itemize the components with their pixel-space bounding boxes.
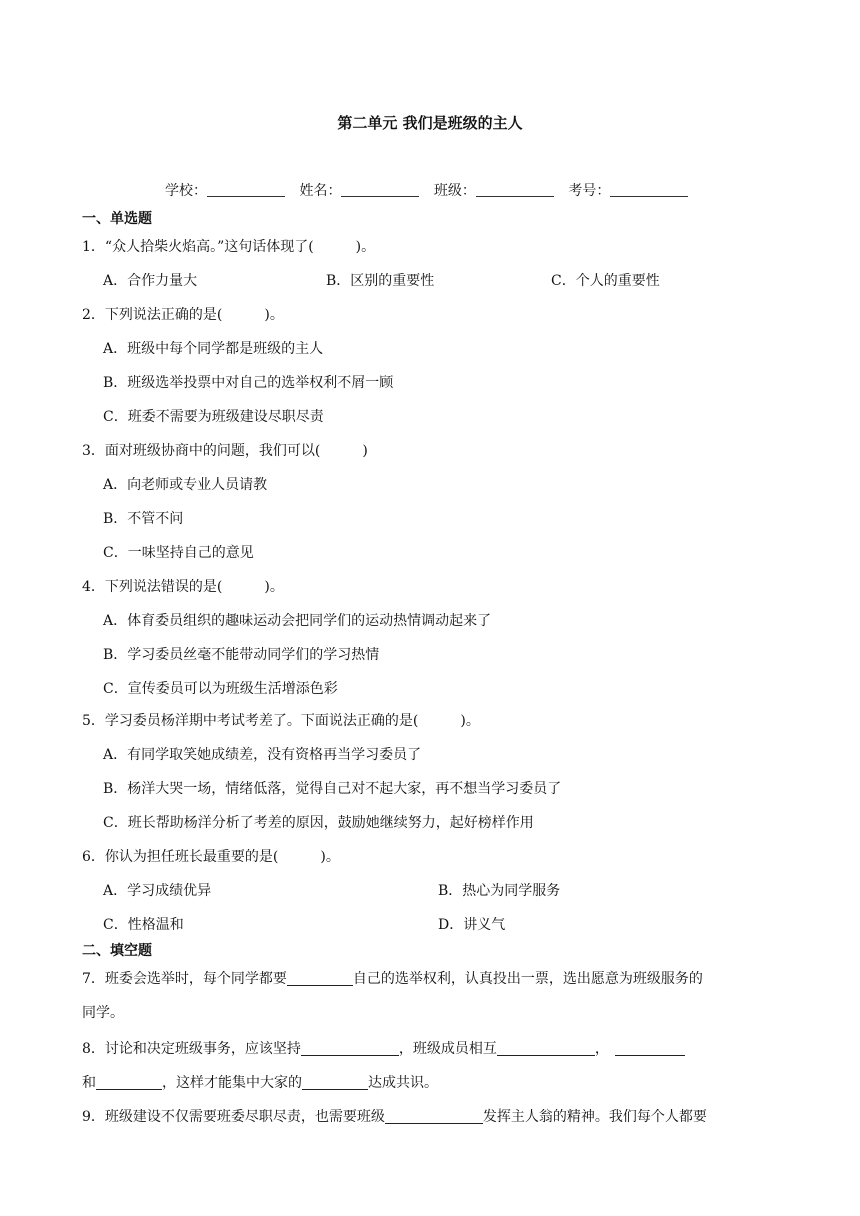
q5-option-b[interactable]: B．杨洋大哭一场，情绪低落，觉得自己对不起大家，再不想当学习委员了	[103, 781, 562, 797]
q8-text-4: 和	[82, 1075, 96, 1091]
question-4: 4．下列说法错误的是( )。	[82, 579, 284, 595]
question-7	[82, 968, 703, 988]
q7-text-1: 7．班委会选举时，每个同学都要	[82, 971, 287, 987]
number-field[interactable]	[568, 183, 688, 199]
class-field[interactable]	[434, 183, 554, 199]
q4-option-c[interactable]: C．宣传委员可以为班级生活增添色彩	[103, 681, 338, 697]
question-8-line-2	[82, 1072, 438, 1092]
q5-option-c[interactable]: C．班长帮助杨洋分析了考差的原因，鼓励她继续努力，起好榜样作用	[103, 815, 534, 831]
q8-blank-4[interactable]	[96, 1075, 162, 1090]
name-field[interactable]	[299, 183, 419, 199]
q7-blank-1[interactable]	[287, 971, 353, 986]
question-5: 5．学习委员杨洋期中考试考差了。下面说法正确的是( )。	[82, 713, 480, 729]
q9-blank-1[interactable]	[385, 1109, 483, 1124]
q4-option-b[interactable]: B．学习委员丝毫不能带动同学们的学习热情	[103, 647, 380, 663]
question-2: 2．下列说法正确的是( )。	[82, 307, 284, 323]
q1-option-c[interactable]: C．个人的重要性	[551, 273, 660, 289]
q3-option-a[interactable]: A．向老师或专业人员请教	[103, 477, 268, 493]
q3-option-c[interactable]: C．一味坚持自己的意见	[103, 545, 254, 561]
section-fill-blank: 二、填空题	[82, 943, 152, 959]
q1-option-a[interactable]: A．合作力量大	[103, 273, 198, 289]
section-single-choice: 一、单选题	[82, 211, 152, 227]
q6-option-c[interactable]: C．性格温和	[103, 917, 184, 933]
school-label: 学校：	[165, 183, 207, 199]
q8-text-6: 达成共识。	[368, 1075, 438, 1091]
school-blank[interactable]	[207, 182, 285, 197]
school-field[interactable]	[165, 183, 285, 199]
number-label: 考号：	[568, 183, 611, 199]
q6-option-b[interactable]: B．热心为同学服务	[438, 883, 561, 899]
q9-text-2: 发挥主人翁的精神。我们每个人都要	[482, 1109, 707, 1125]
q2-option-b[interactable]: B．班级选举投票中对自己的选举权利不屑一顾	[103, 375, 394, 391]
q8-blank-1[interactable]	[301, 1041, 399, 1056]
q8-text-3: ，	[594, 1041, 609, 1057]
name-label: 姓名：	[299, 183, 342, 199]
question-8	[82, 1038, 685, 1058]
q9-text-1: 9．班级建设不仅需要班委尽职尽责，也需要班级	[82, 1109, 385, 1125]
q1-option-b[interactable]: B．区别的重要性	[326, 273, 435, 289]
q8-blank-3[interactable]	[615, 1041, 685, 1056]
q8-blank-2[interactable]	[497, 1041, 595, 1056]
q6-option-a[interactable]: A．学习成绩优异	[103, 883, 212, 899]
q2-option-c[interactable]: C．班委不需要为班级建设尽职尽责	[103, 409, 324, 425]
question-3: 3．面对班级协商中的问题，我们可以( )	[82, 443, 368, 459]
q8-blank-5[interactable]	[302, 1075, 368, 1090]
q6-option-d[interactable]: D．讲义气	[438, 917, 506, 933]
name-blank[interactable]	[341, 182, 419, 197]
q8-text-1: 8．讨论和决定班级事务，应该坚持	[82, 1041, 301, 1057]
question-1: 1．“众人拾柴火焰高。”这句话体现了( )。	[82, 239, 376, 255]
page-title: 第二单元 我们是班级的主人	[337, 114, 523, 132]
q7-text-2: 自己的选举权利，认真投出一票，选出愿意为班级服务的	[352, 971, 703, 987]
q8-text-2: ，班级成员相互	[398, 1041, 497, 1057]
class-blank[interactable]	[476, 182, 554, 197]
class-label: 班级：	[433, 183, 476, 199]
question-7-line-2: 同学。	[82, 1005, 124, 1021]
number-blank[interactable]	[610, 182, 688, 197]
student-info-row	[165, 180, 698, 200]
question-6: 6．你认为担任班长最重要的是( )。	[82, 849, 340, 865]
question-9	[82, 1106, 707, 1126]
q5-option-a[interactable]: A．有同学取笑她成绩差，没有资格再当学习委员了	[103, 747, 422, 763]
q3-option-b[interactable]: B．不管不问	[103, 511, 184, 527]
q2-option-a[interactable]: A．班级中每个同学都是班级的主人	[103, 341, 324, 357]
q8-text-5: ，这样才能集中大家的	[162, 1075, 302, 1091]
q4-option-a[interactable]: A．体育委员组织的趣味运动会把同学们的运动热情调动起来了	[103, 613, 492, 629]
